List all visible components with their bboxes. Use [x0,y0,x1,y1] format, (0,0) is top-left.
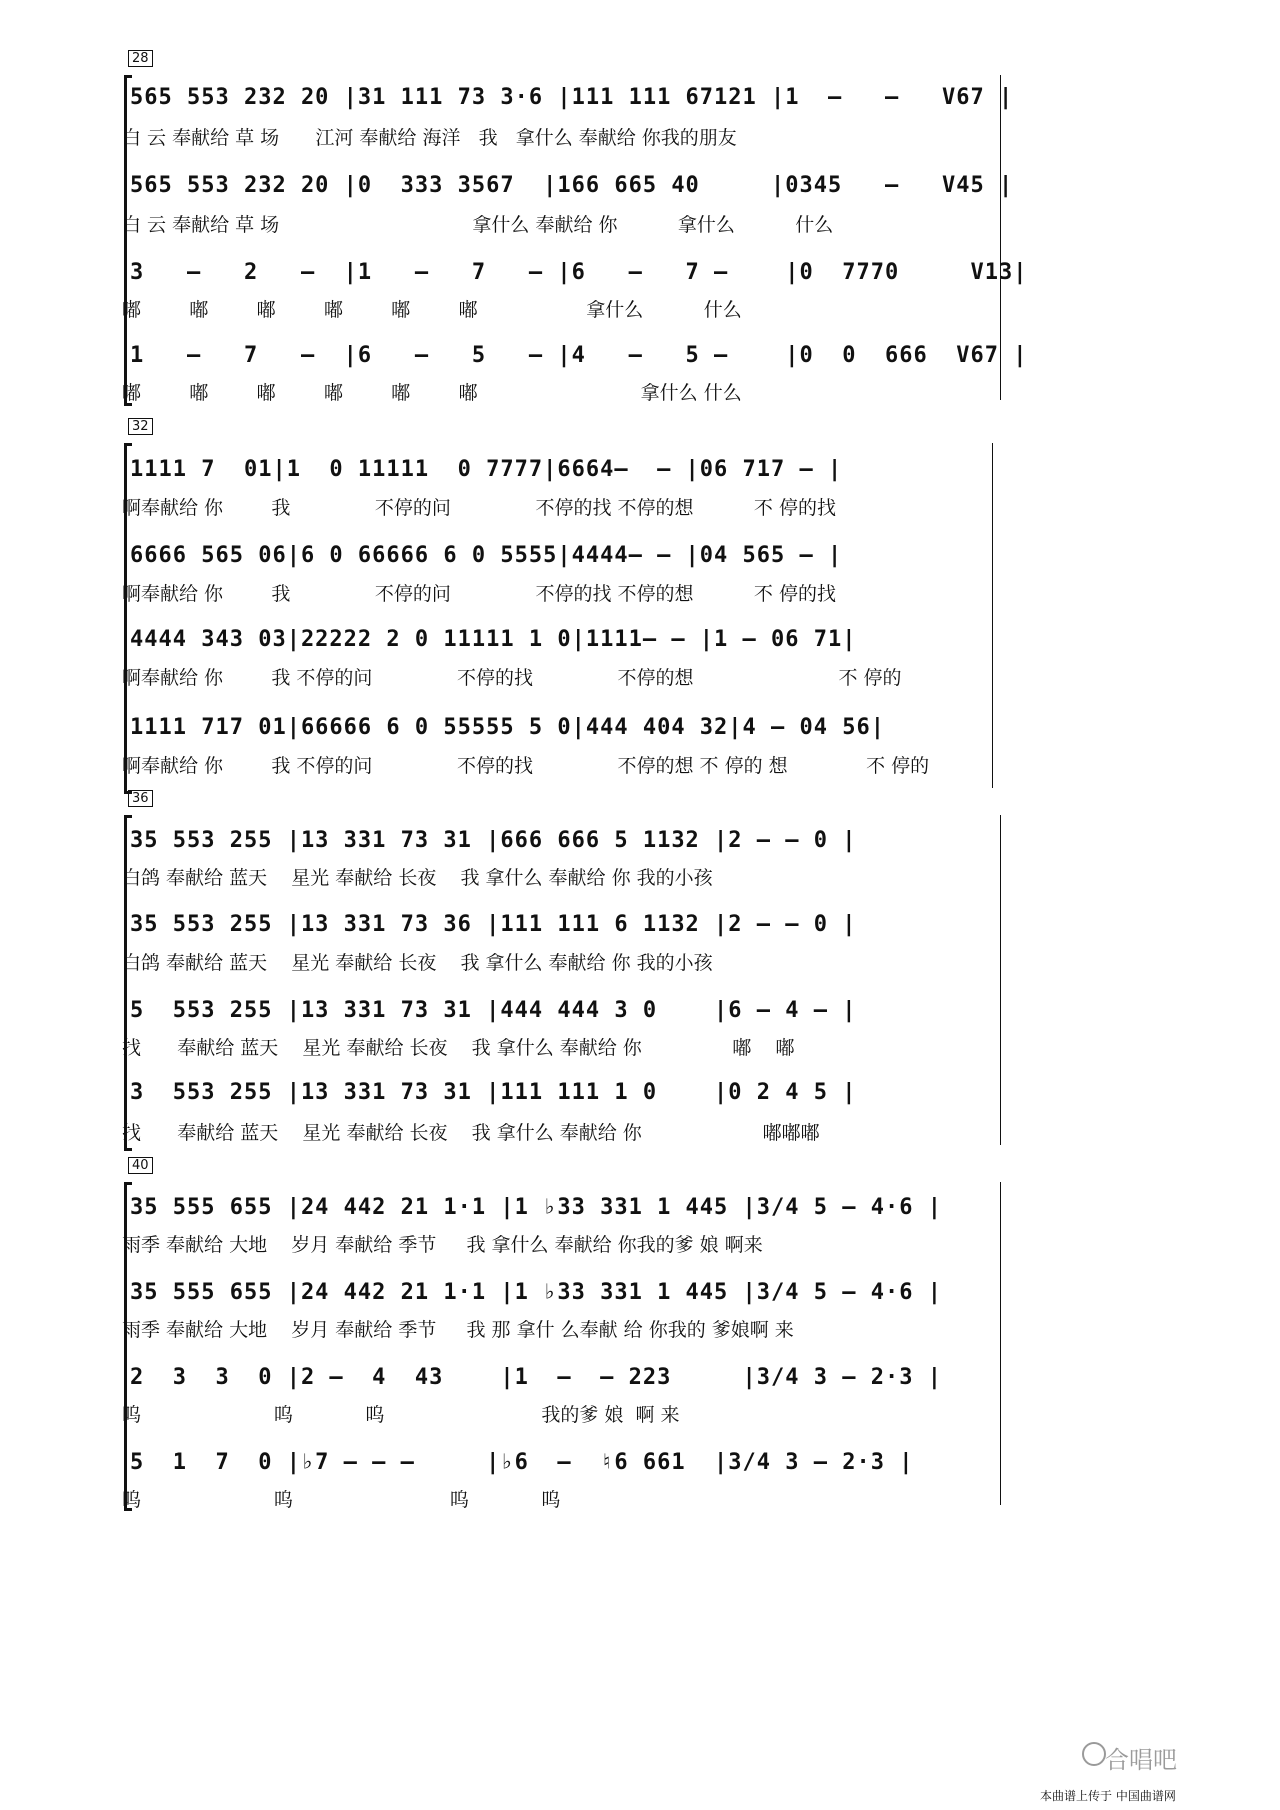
staff-3-lyrics: 找 奉献给 蓝天 星光 奉献给 长夜 我 拿什么 奉献给 你 嘟 嘟 [122,1037,795,1059]
staff-3-lyrics: 呜 呜 呜 我的爹 娘 啊 来 [122,1404,680,1426]
wechat-icon [1082,1742,1106,1766]
barline-end [1000,1182,1001,1505]
barline-end [992,443,993,788]
staff-3-notes: 5 553 255 |13 331 73 31 |444 444 3 0 |6 – 4 – | [130,998,857,1023]
staff-4-notes: 1 – 7 – |6 – 5 – |4 – 5 – |0 0 666 V67 | [130,343,1028,368]
staff-4-notes: 5 1 7 0 |♭7 – – – |♭6 – ♮6 661 |3/4 3 – 2·3 | [130,1450,914,1475]
staff-4-lyrics: 啊奉献给 你 我 不停的问 不停的找 不停的想 不 停的 想 不 停的 [122,755,930,777]
staff-4-lyrics: 找 奉献给 蓝天 星光 奉献给 长夜 我 拿什么 奉献给 你 嘟嘟嘟 [122,1122,820,1144]
system-4 [0,1155,1280,1511]
staff-1-notes: 35 553 255 |13 331 73 31 |666 666 5 1132 |2 – – 0 | [130,828,857,853]
staff-2-lyrics: 白 云 奉献给 草 场 拿什么 奉献给 你 拿什么 什么 [122,214,834,236]
staff-2-lyrics: 白鸽 奉献给 蓝天 星光 奉献给 长夜 我 拿什么 奉献给 你 我的小孩 [122,952,713,974]
staff-2-notes: 565 553 232 20 |0 333 3567 |166 665 40 |0345 – V45 | [130,173,1014,198]
staff-2-notes: 6666 565 06|6 0 66666 6 0 5555|4444– – |04 565 – | [130,543,843,568]
measure-number: 32 [128,418,153,435]
barline-end [1000,815,1001,1145]
measure-number: 28 [128,50,153,67]
staff-4-notes: 3 553 255 |13 331 73 31 |111 111 1 0 |0 2 4 5 | [130,1080,857,1105]
watermark: 合唱吧 [1105,1746,1177,1774]
staff-3-notes: 2 3 3 0 |2 – 4 43 |1 – – 223 |3/4 3 – 2·3 | [130,1365,942,1390]
staff-2-lyrics: 雨季 奉献给 大地 岁月 奉献给 季节 我 那 拿什 么奉献 给 你我的 爹娘啊 来 [122,1319,794,1341]
staff-1-lyrics: 啊奉献给 你 我 不停的问 不停的找 不停的想 不 停的找 [122,497,836,519]
staff-4-lyrics: 嘟 嘟 嘟 嘟 嘟 嘟 拿什么 什么 [122,382,742,404]
staff-3-lyrics: 啊奉献给 你 我 不停的问 不停的找 不停的想 不 停的 [122,667,902,689]
staff-1-lyrics: 白鸽 奉献给 蓝天 星光 奉献给 长夜 我 拿什么 奉献给 你 我的小孩 [122,867,713,889]
staff-1-notes: 1111 7 01|1 0 11111 0 7777|6664– – |06 717 – | [130,457,843,482]
staff-1-notes: 565 553 232 20 |31 111 73 3·6 |111 111 67121 |1 – – V67 | [130,85,1014,110]
system-2 [0,415,1280,785]
staff-2-lyrics: 啊奉献给 你 我 不停的问 不停的找 不停的想 不 停的找 [122,583,836,605]
staff-4-lyrics: 呜 呜 呜 呜 [122,1489,561,1511]
measure-number: 40 [128,1157,153,1174]
system-3 [0,788,1280,1148]
footer-credit: 本曲谱上传于 中国曲谱网 [1040,1789,1176,1803]
staff-1-notes: 35 555 655 |24 442 21 1·1 |1 ♭33 331 1 445 |3/4 5 – 4·6 | [130,1195,942,1220]
staff-3-lyrics: 嘟 嘟 嘟 嘟 嘟 嘟 拿什么 什么 [122,299,742,321]
staff-4-notes: 1111 717 01|66666 6 0 55555 5 0|444 404 32|4 – 04 56| [130,715,885,740]
measure-number: 36 [128,790,153,807]
staff-2-notes: 35 553 255 |13 331 73 36 |111 111 6 1132 |2 – – 0 | [130,912,857,937]
staff-1-lyrics: 白 云 奉献给 草 场 江河 奉献给 海洋 我 拿什么 奉献给 你我的朋友 [122,127,737,149]
staff-3-notes: 3 – 2 – |1 – 7 – |6 – 7 – |0 7770 V13| [130,260,1028,285]
system-1 [0,45,1280,404]
staff-3-notes: 4444 343 03|22222 2 0 11111 1 0|1111– – |1 – 06 71| [130,627,857,652]
staff-1-lyrics: 雨季 奉献给 大地 岁月 奉献给 季节 我 拿什么 奉献给 你我的爹 娘 啊来 [122,1234,763,1256]
staff-2-notes: 35 555 655 |24 442 21 1·1 |1 ♭33 331 1 445 |3/4 5 – 4·6 | [130,1280,942,1305]
